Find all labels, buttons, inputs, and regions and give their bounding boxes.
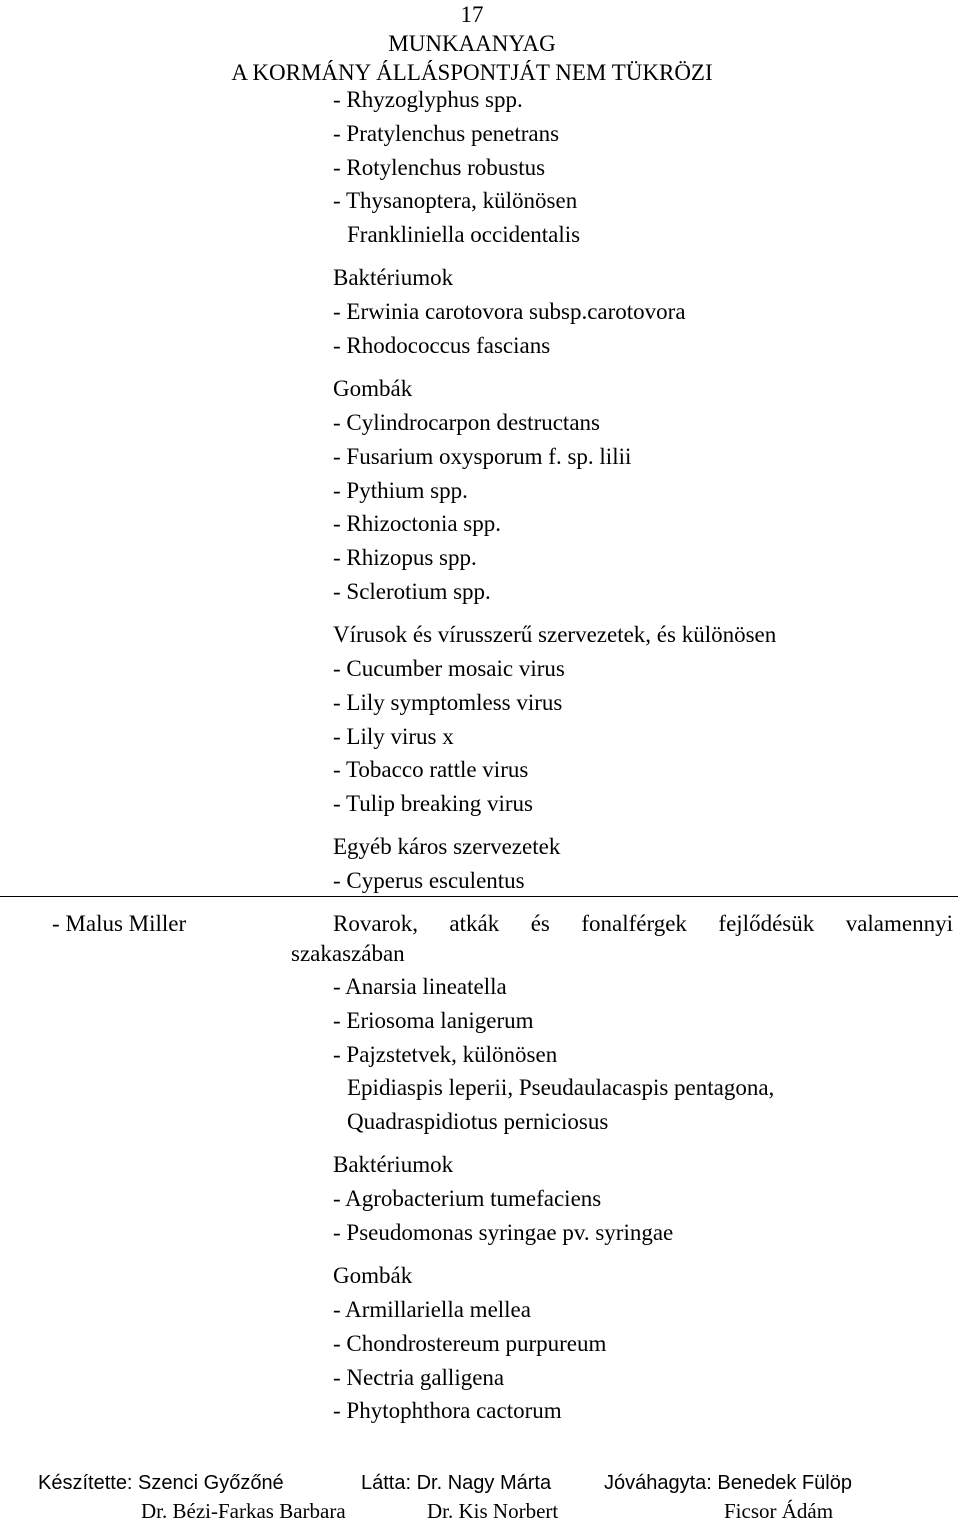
list-item: - Fusarium oxysporum f. sp. lilii xyxy=(333,443,632,469)
footer-approved-by-2: Ficsor Ádám xyxy=(724,1499,834,1523)
category-heading-viruses: Vírusok és vírusszerű szervezetek, és különösen xyxy=(333,622,777,648)
list-item: Frankliniella occidentalis xyxy=(347,222,581,248)
category-heading-fungi: Gombák xyxy=(333,1263,413,1289)
list-item: - Tulip breaking virus xyxy=(333,791,533,817)
category-heading-other: Egyéb káros szervezetek xyxy=(333,834,561,860)
list-item: - Cucumber mosaic virus xyxy=(333,655,565,681)
list-item: - Pajzstetvek, különösen xyxy=(333,1041,558,1067)
disclaimer: A KORMÁNY ÁLLÁSPONTJÁT NEM TÜKRÖZI xyxy=(231,60,713,85)
footer-reviewed-by: Látta: Dr. Nagy Márta xyxy=(361,1472,552,1494)
list-item: - Lily virus x xyxy=(333,723,454,749)
list-item: - Agrobacterium tumefaciens xyxy=(333,1186,602,1212)
list-item: - Rotylenchus robustus xyxy=(333,154,546,180)
list-item: - Tobacco rattle virus xyxy=(333,757,529,783)
category-heading-fungi: Gombák xyxy=(333,376,413,402)
list-item: - Chondrostereum purpureum xyxy=(333,1330,607,1356)
list-item: - Thysanoptera, különösen xyxy=(333,188,578,214)
footer-prepared-by: Készítette: Szenci Győzőné xyxy=(38,1472,284,1494)
list-item: - Phytophthora cactorum xyxy=(333,1398,562,1424)
list-item: - Eriosoma lanigerum xyxy=(333,1007,534,1033)
list-item: - Cylindrocarpon destructans xyxy=(333,409,600,435)
list-item: - Pratylenchus penetrans xyxy=(333,120,560,146)
draft-status: MUNKAANYAG xyxy=(388,31,556,56)
host-plant-label: - Malus Miller xyxy=(52,911,187,936)
list-item: - Rhizopus spp. xyxy=(333,545,477,571)
list-item: - Rhyzoglyphus spp. xyxy=(333,87,523,112)
list-item: - Anarsia lineatella xyxy=(333,974,507,999)
page-header xyxy=(0,0,944,87)
list-item: Epidiaspis leperii, Pseudaulacaspis pentagona, xyxy=(347,1075,775,1101)
list-item: - Erwinia carotovora subsp.carotovora xyxy=(333,299,686,325)
list-item: - Armillariella mellea xyxy=(333,1296,531,1322)
list-item: - Sclerotium spp. xyxy=(333,578,491,604)
intro-line: szakaszában xyxy=(291,941,405,966)
footer-prepared-by-2: Dr. Bézi-Farkas Barbara xyxy=(141,1499,346,1523)
list-item: - Cyperus esculentus xyxy=(333,868,525,894)
malus-section-list xyxy=(333,970,953,1428)
list-item: Quadraspidiotus perniciosus xyxy=(347,1109,609,1135)
category-heading-bacteria: Baktériumok xyxy=(333,265,454,291)
pest-category-intro xyxy=(291,909,953,969)
list-item: - Pythium spp. xyxy=(333,477,468,503)
footer-approved-by: Jóváhagyta: Benedek Fülöp xyxy=(604,1472,852,1494)
table-row-divider xyxy=(0,896,958,897)
intro-line: Rovarok, atkák és fonalférgek fejlődésük valamennyi xyxy=(333,911,953,936)
list-item: - Pseudomonas syringae pv. syringae xyxy=(333,1219,674,1245)
list-item: - Lily symptomless virus xyxy=(333,689,563,715)
list-item: - Rhizoctonia spp. xyxy=(333,511,501,537)
list-item: - Rhodococcus fascians xyxy=(333,332,551,358)
list-item: - Nectria galligena xyxy=(333,1364,505,1390)
top-section-list xyxy=(333,83,953,898)
footer-reviewed-by-2: Dr. Kis Norbert xyxy=(427,1499,559,1523)
page-number: 17 xyxy=(460,2,484,27)
category-heading-bacteria: Baktériumok xyxy=(333,1152,454,1178)
